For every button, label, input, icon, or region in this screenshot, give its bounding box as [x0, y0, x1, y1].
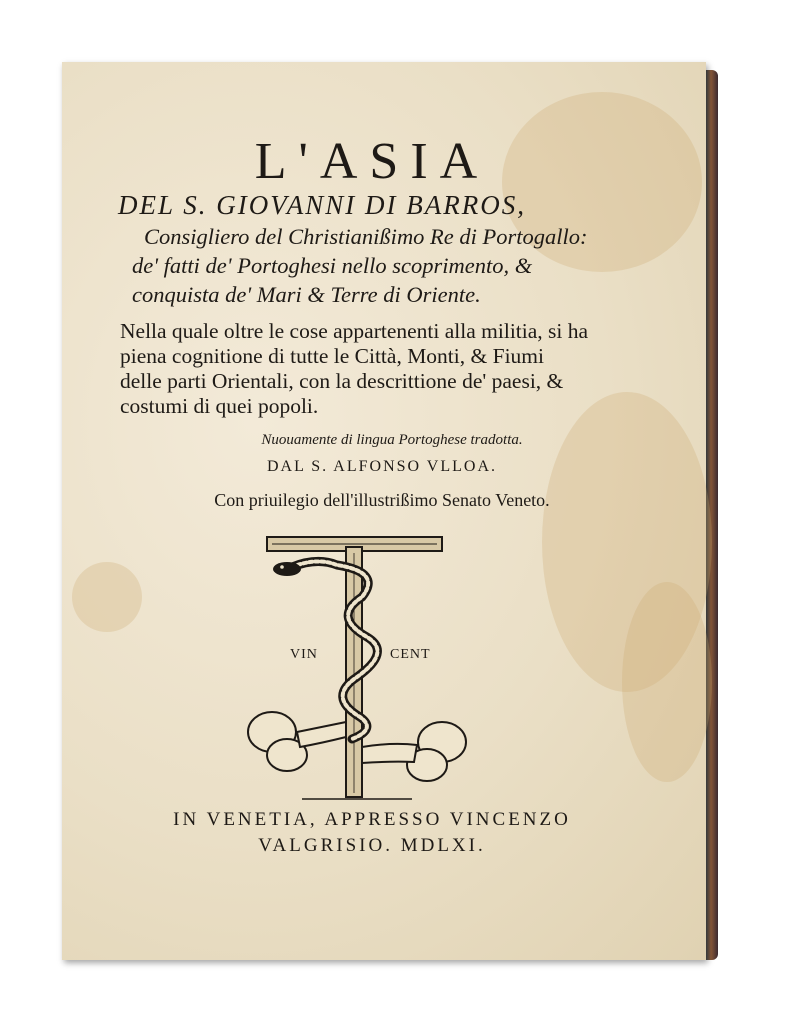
device-motto-right: CENT — [390, 647, 431, 662]
author-line: DEL S. GIOVANNI DI BARROS, — [118, 190, 526, 220]
printer-device-woodcut — [242, 517, 482, 807]
device-motto-left: VIN — [290, 647, 318, 662]
privilege-line: Con priuilegio dell'illustrißimo Senato Veneto. — [214, 490, 550, 510]
title-page-text — [62, 62, 706, 960]
subtitle-line-2: de' fatti de' Portoghesi nello scoprimento, & — [132, 253, 533, 278]
description-line-4: costumi di quei popoli. — [120, 394, 319, 418]
imprint — [152, 807, 592, 859]
subtitle-line-1: Consigliero del Christianißimo Re di Portogallo: — [144, 224, 588, 249]
tau-cross-with-serpent-and-clasped-hands-icon — [242, 517, 482, 807]
book-title: L'ASIA — [254, 133, 490, 190]
translation-note: Nuouamente di lingua Portoghese tradotta. — [261, 432, 523, 448]
subtitle-line-3: conquista de' Mari & Terre di Oriente. — [132, 282, 481, 307]
imprint-line-2: VALGRISIO. MDLXI. — [258, 835, 486, 856]
description-line-3: delle parti Orientali, con la descrittione de' paesi, & — [120, 369, 564, 393]
imprint-line-1: IN VENETIA, APPRESSO VINCENZO — [173, 809, 571, 830]
translator-line: DAL S. ALFONSO VLLOA. — [266, 458, 497, 475]
description-line-1: Nella quale oltre le cose appartenenti alla militia, si ha — [120, 319, 589, 343]
title-page — [62, 62, 706, 960]
description-line-2: piena cognitione di tutte le Città, Monti, & Fiumi — [120, 344, 544, 368]
